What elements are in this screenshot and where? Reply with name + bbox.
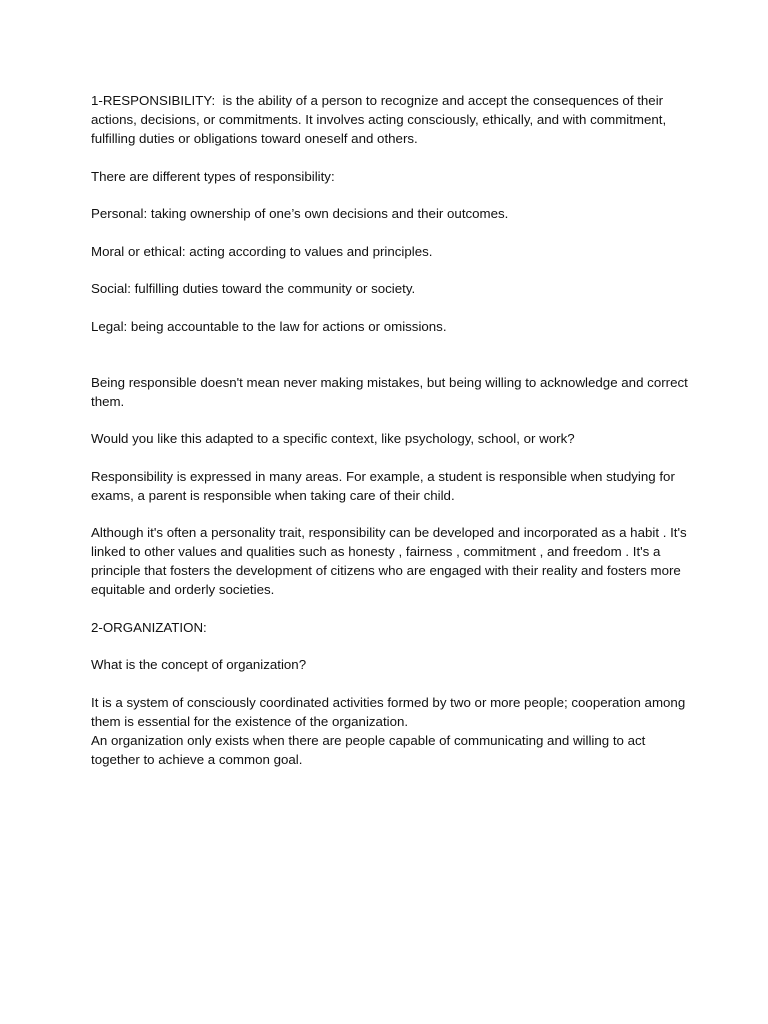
organization-question: What is the concept of organization? — [91, 657, 307, 672]
mistakes-paragraph: Being responsible doesn't mean never making mistakes, but being willing to acknowledge and correct them. — [91, 374, 692, 409]
document-page — [91, 91, 691, 787]
context-question: Would you like this adapted to a specific context, like psychology, school, or work? — [91, 431, 575, 446]
type-personal: Personal: taking ownership of one’s own decisions and their outcomes. — [91, 206, 509, 221]
trait-paragraph: Although it's often a personality trait, responsibility can be developed and incorporated as a habit . It's linked to other values and qualities such as honesty , fairness , commitment , and freedom . It's a principle that fosters the development of citizens who are engaged with their reality and fosters more equitable and orderly societies. — [91, 525, 691, 597]
type-social: Social: fulfilling duties toward the community or society. — [91, 281, 416, 296]
organization-existence: An organization only exists when there are people capable of communicating and willing to act together to achieve a common goal. — [91, 732, 650, 767]
types-intro: There are different types of responsibility: — [91, 168, 335, 184]
organization-definition: It is a system of consciously coordinated activities formed by two or more people; cooperation among them is essential for the existence of the organization. — [91, 694, 689, 729]
organization-heading: 2-ORGANIZATION: — [91, 619, 207, 635]
type-legal: Legal: being accountable to the law for actions or omissions. — [91, 318, 447, 334]
responsibility-definition: 1-RESPONSIBILITY: is the ability of a person to recognize and accept the consequences of their actions, decisions, or commitments. It involves acting consciously, ethically, and with commitment, fulfilling duties or obligations toward oneself and others. — [91, 93, 670, 146]
type-moral: Moral or ethical: acting according to values and principles. — [91, 243, 433, 259]
examples-paragraph: Responsibility is expressed in many areas. For example, a student is responsible when studying for exams, a parent is responsible when taking care of their child. — [91, 468, 679, 503]
